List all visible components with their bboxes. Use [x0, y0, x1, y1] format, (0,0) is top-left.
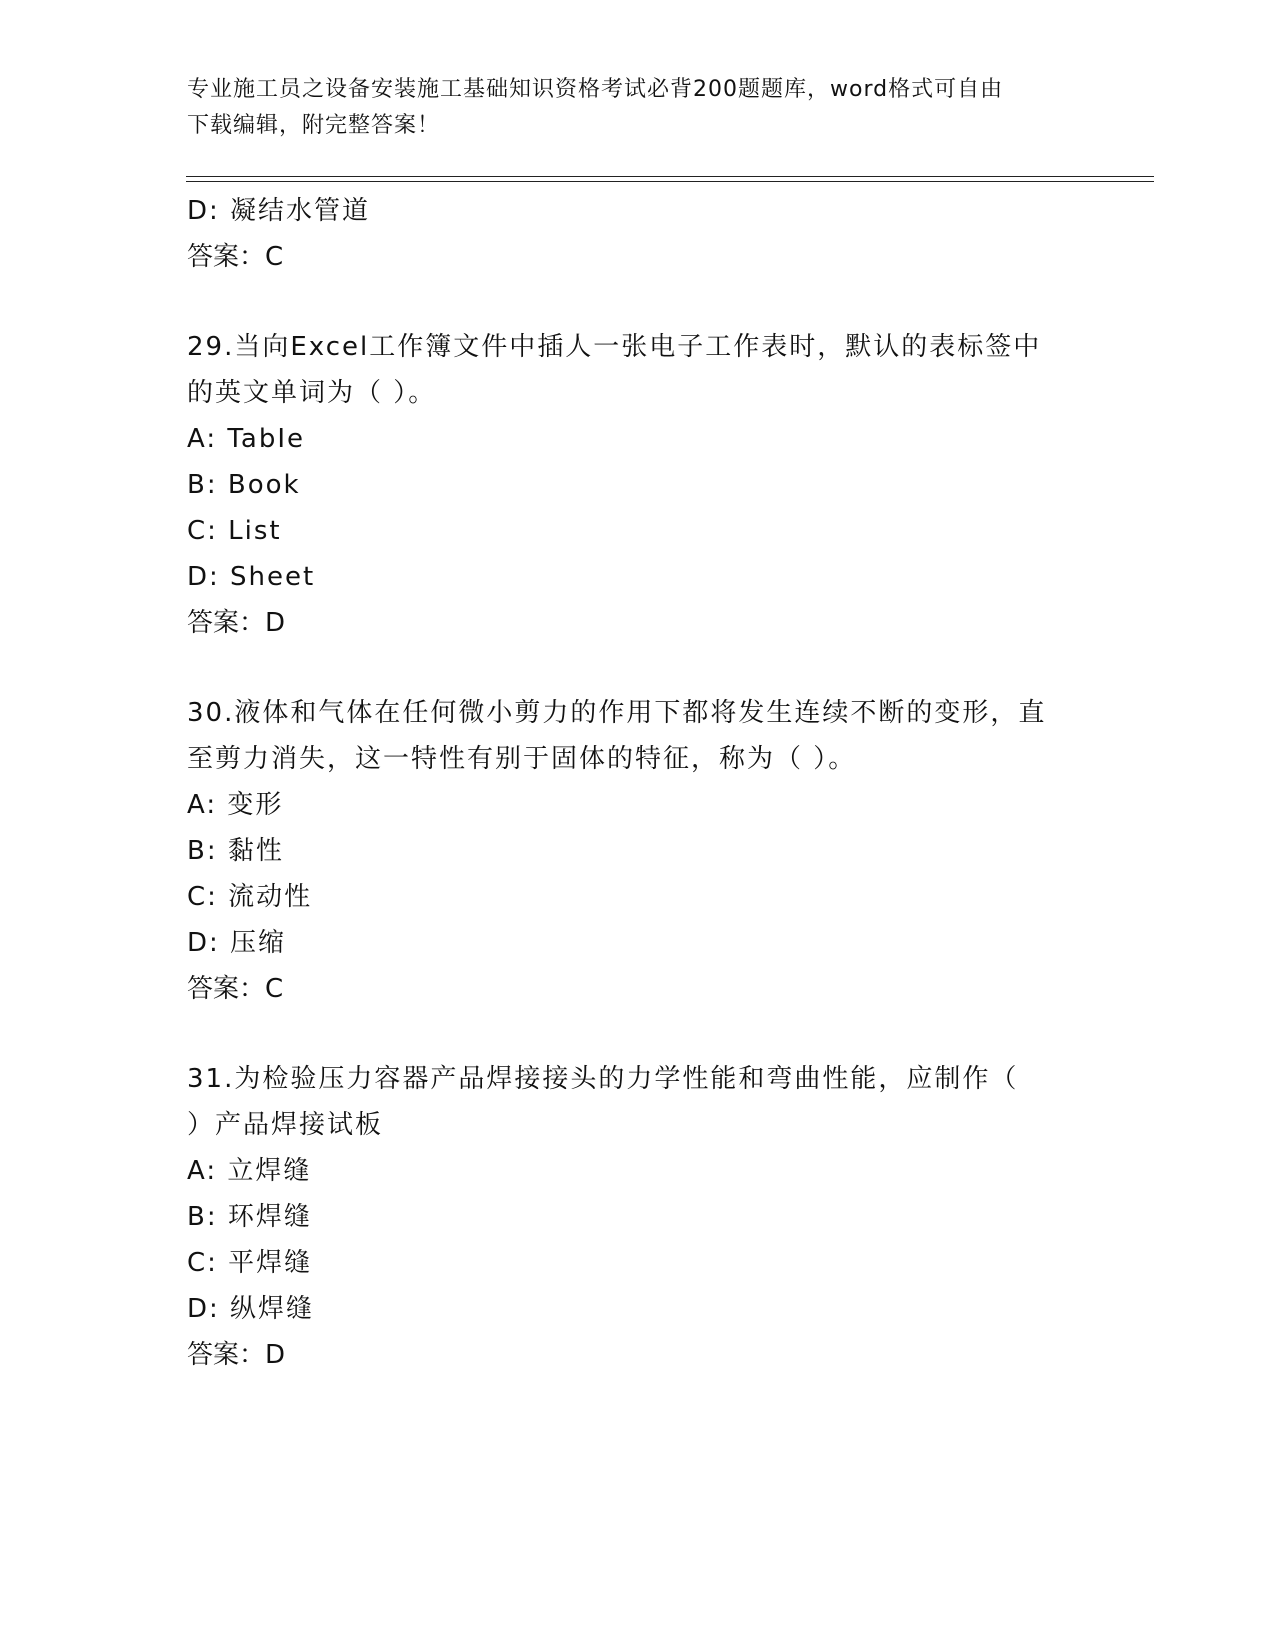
question-text-line-2: 的英文单词为（ ）。	[187, 378, 437, 408]
answer: 答案：C	[187, 974, 284, 1004]
question-29	[187, 324, 1087, 646]
option-d: D: 压缩	[187, 928, 287, 958]
header-line-2: 下载编辑，附完整答案！	[187, 113, 441, 138]
answer: 答案：D	[187, 1340, 286, 1370]
option-c: C: 流动性	[187, 882, 313, 912]
option-d: D: 凝结水管道	[187, 196, 371, 226]
question-text-line-2: 至剪力消失，这一特性有别于固体的特征，称为（ ）。	[187, 744, 857, 774]
option-c: C: List	[187, 516, 282, 546]
answer: 答案：C	[187, 242, 284, 272]
option-d: D: Sheet	[187, 562, 316, 592]
option-b: B: 环焊缝	[187, 1202, 312, 1232]
header-divider-bottom	[186, 181, 1154, 182]
question-text-line-1: 29.当向Excel工作簿文件中插人一张电子工作表时，默认的表标签中	[187, 332, 1042, 362]
option-d: D: 纵焊缝	[187, 1294, 315, 1324]
option-a: A: TabIe	[187, 424, 306, 454]
header-divider-top	[186, 176, 1154, 177]
question-30	[187, 690, 1087, 1012]
option-c: C: 平焊缝	[187, 1248, 313, 1278]
document-header	[187, 72, 1087, 144]
option-a: A: 变形	[187, 790, 284, 820]
question-31	[187, 1056, 1087, 1378]
option-b: B: 黏性	[187, 836, 284, 866]
answer: 答案：D	[187, 608, 286, 638]
question-text-line-2: ）产品焊接试板	[187, 1110, 384, 1140]
option-a: A: 立焊缝	[187, 1156, 312, 1186]
question-content	[187, 188, 1087, 1378]
question-text-line-1: 31.为检验压力容器产品焊接接头的力学性能和弯曲性能，应制作（	[187, 1064, 1019, 1094]
option-b: B: Book	[187, 470, 301, 500]
header-line-1: 专业施工员之设备安装施工基础知识资格考试必背200题题库，word格式可自由	[187, 77, 1004, 102]
question-text-line-1: 30.液体和气体在任何微小剪力的作用下都将发生连续不断的变形，直	[187, 698, 1047, 728]
